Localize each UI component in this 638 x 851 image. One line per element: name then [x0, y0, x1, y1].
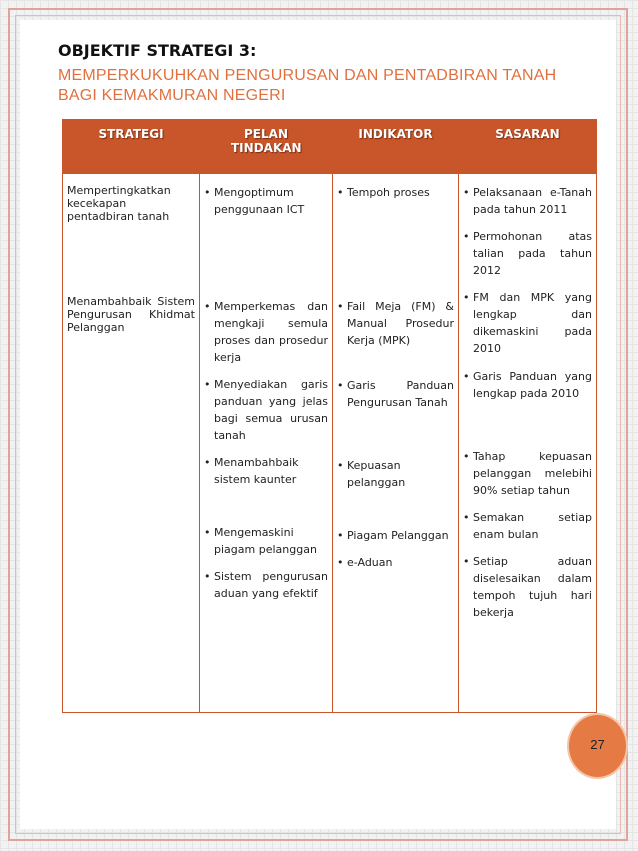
list-item: • Kepuasan pelanggan: [337, 459, 406, 489]
header-indikator: INDIKATOR: [333, 120, 459, 174]
page-number-badge: [567, 713, 628, 779]
list-item: • Mengemaskini piagam pelanggan: [204, 526, 317, 556]
strategi-column: [63, 174, 200, 713]
strategy-item: Menambahbaik Sistem Pengurusan Khidmat Pelanggan: [67, 295, 195, 334]
strategy-item: Mempertingkatkan kecekapan pentadbiran tanah: [67, 184, 171, 223]
list-item: • Tempoh proses: [337, 186, 430, 199]
header-pelan-tindakan: PELAN TINDAKAN: [200, 120, 333, 174]
list-item: • Semakan setiap enam bulan: [463, 511, 592, 541]
page-number: 27: [590, 737, 605, 752]
header-strategi: STRATEGI: [63, 120, 200, 174]
indikator-column: [333, 174, 459, 713]
list-item: • Piagam Pelanggan: [337, 529, 449, 542]
list-item: • Menyediakan garis panduan yang jelas bagi semua urusan tanah: [204, 378, 328, 442]
list-item: • Memperkemas dan mengkaji semula proses dan prosedur kerja: [204, 300, 328, 364]
strategy-table: [62, 119, 597, 713]
list-item: • Tahap kepuasan pelanggan melebihi 90% setiap tahun: [463, 450, 592, 497]
sasaran-column: [459, 174, 597, 713]
list-item: • Fail Meja (FM) & Manual Prosedur Kerja (MPK): [337, 300, 454, 347]
list-item: • Menambahbaik sistem kaunter: [204, 456, 299, 486]
list-item: • Permohonan atas talian pada tahun 2012: [463, 230, 592, 277]
slide-title: OBJEKTIF STRATEGI 3:: [58, 41, 257, 60]
pelan-tindakan-column: [200, 174, 333, 713]
list-item: • Garis Panduan Pengurusan Tanah: [337, 379, 454, 409]
slide-subtitle-line2: BAGI KEMAKMURAN NEGERI: [58, 87, 286, 104]
list-item: • Garis Panduan yang lengkap pada 2010: [463, 370, 592, 400]
list-item: • FM dan MPK yang lengkap dan dikemaskini pada 2010: [463, 291, 592, 355]
header-sasaran: SASARAN: [459, 120, 597, 174]
list-item: • Pelaksanaan e-Tanah pada tahun 2011: [463, 186, 592, 216]
table-header-row: [63, 120, 597, 174]
slide-subtitle-line1: MEMPERKUKUHKAN PENGURUSAN DAN PENTADBIRAN TANAH: [58, 67, 557, 84]
list-item: • Sistem pengurusan aduan yang efektif: [204, 570, 328, 600]
list-item: • Setiap aduan diselesaikan dalam tempoh tujuh hari bekerja: [463, 555, 592, 619]
list-item: • e-Aduan: [337, 556, 393, 569]
table-row: [63, 174, 597, 713]
list-item: • Mengoptimum penggunaan ICT: [204, 186, 305, 216]
